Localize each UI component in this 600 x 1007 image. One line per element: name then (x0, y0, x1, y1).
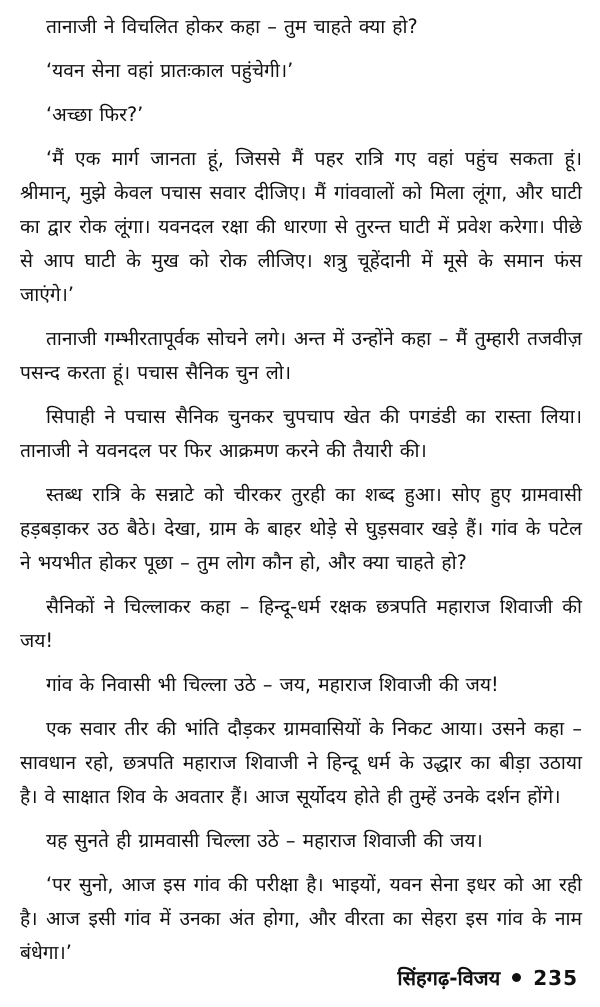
paragraph: तानाजी गम्भीरतापूर्वक सोचने लगे। अन्त में उन्होंने कहा – मैं तुम्हारी तजवीज़ पसन्द करता हूं। पचास सैनिक चुन लो। (20, 327, 582, 384)
chapter-title: सिंहगढ़-विजय (397, 966, 501, 990)
paragraph: यह सुनते ही ग्रामवासी चिल्ला उठे – महाराज शिवाजी की जय। (46, 829, 483, 852)
paragraph: ‘मैं एक मार्ग जानता हूं, जिससे मैं पहर रात्रि गए वहां पहुंच सकता हूं। श्रीमान्, मुझे केवल पचास सवार दीजिए। मैं गांववालों को मिला लूंगा, और घाटी का द्वार रोक लूंगा। यवनदल रक्षा की धारणा से तुरन्त घाटी में प्रवेश करेगा। पीछे से आप घाटी के मुख को रोक लीजिए। शत्रु चूहेंदानी में मूसे के समान फंस जाएंगे।’ (20, 147, 582, 306)
paragraph: एक सवार तीर की भांति दौड़कर ग्रामवासियों के निकट आया। उसने कहा – सावधान रहो, छत्रपति महाराज शिवाजी ने हिन्दू धर्म के उद्धार का बीड़ा उठाया है। वे साक्षात शिव के अवतार हैं। आज सूर्योदय होते ही तुम्हें उनके दर्शन होंगे। (20, 717, 582, 808)
bullet-separator-icon (512, 973, 521, 982)
paragraph: गांव के निवासी भी चिल्ला उठे – जय, महाराज शिवाजी की जय! (46, 673, 499, 696)
page-number: 235 (533, 966, 578, 990)
paragraph: तानाजी ने विचलित होकर कहा – तुम चाहते क्या हो? (46, 15, 418, 38)
page-footer (397, 964, 578, 991)
paragraph: स्तब्ध रात्रि के सन्नाटे को चीरकर तुरही का शब्द हुआ। सोए हुए ग्रामवासी हड़बड़ाकर उठ बैठे। देखा, ग्राम के बाहर थोड़े से घुड़सवार खड़े हैं। गांव के पटेल ने भयभीत होकर पूछा – तुम लोग कौन हो, और क्या चाहते हो? (20, 483, 582, 574)
paragraph: ‘पर सुनो, आज इस गांव की परीक्षा है। भाइयों, यवन सेना इधर को आ रही है। आज इसी गांव में उनका अंत होगा, और वीरता का सेहरा इस गांव के नाम बंधेगा।’ (20, 873, 582, 964)
paragraph: सैनिकों ने चिल्लाकर कहा – हिन्दू-धर्म रक्षक छत्रपति महाराज शिवाजी की जय! (20, 595, 582, 652)
paragraph: सिपाही ने पचास सैनिक चुनकर चुपचाप खेत की पगडंडी का रास्ता लिया। तानाजी ने यवनदल पर फिर आक्रमण करने की तैयारी की। (20, 405, 582, 462)
paragraph: ‘यवन सेना वहां प्रातःकाल पहुंचेगी।’ (46, 59, 294, 82)
paragraph: ‘अच्छा फिर?’ (46, 103, 144, 126)
